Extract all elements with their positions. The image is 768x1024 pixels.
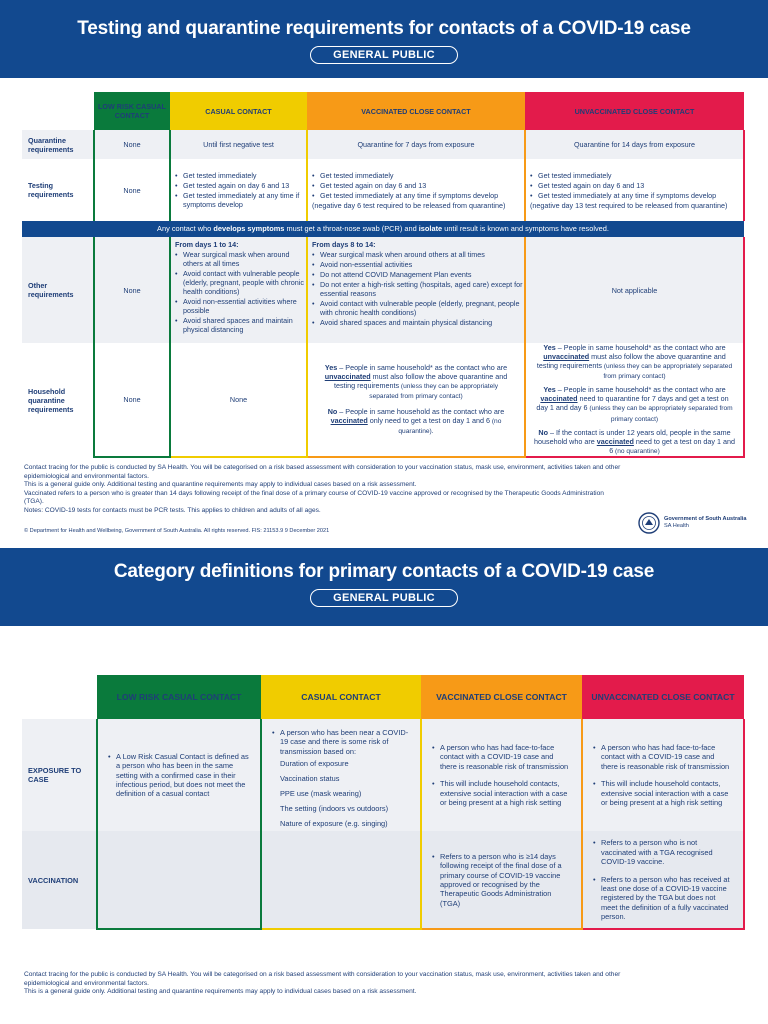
cell-vaccination-casual [261,831,421,929]
page-title-testing: Testing and quarantine requirements for contacts of a COVID-19 case [77,18,691,39]
header-low-risk: LOW RISK CASUAL CONTACT [97,675,261,719]
cell-household-unvacc [525,343,744,457]
text-underline: vaccinated [330,415,368,425]
household-unvacc-no [534,428,735,456]
header-vaccinated: VACCINATED CLOSE CONTACT [421,675,582,719]
text-note: (no quarantine). [398,417,502,435]
cell-household-low: None [94,343,170,457]
gov-name [664,516,746,529]
text: – People in same household as the contact who are [337,406,505,416]
text-note: (unless they can be appropriately separated from primary contact) [369,383,499,401]
cell-testing-low: None [94,159,170,221]
row-label-testing: Testing requirements [28,181,74,199]
list-item: • Avoid contact with vulnerable people (elderly, pregnant, people with chronic health conditions) [175,269,306,296]
row-label-exposure: EXPOSURE TO CASE [22,719,97,831]
footer-line: Contact tracing for the public is conducted by SA Health. You will be categorised on a risk based assessment with consideration to your vaccination status, mask use, environment, activities taken and other epidemiological and environmental factors. [24,971,621,987]
text: – People in same household* as the contact who are [555,385,726,395]
yes-label: Yes [543,385,556,395]
text: only need to get a test on day 1 and 6 [367,415,491,425]
cell-exposure-casual [261,719,421,831]
blank-header [22,92,94,130]
footer-line: Vaccinated refers to a person who is greater than 14 days following receipt of the final dose of a primary course of COVID-19 vaccine approved or recognised by the Therapeutic Goods Administration (TGA). [24,489,604,506]
gov-sub-text: SA Health [664,523,689,529]
copyright: © Department for Health and Wellbeing, Government of South Australia. All rights reserved. FIS: 21153.9 9 December 2021 [24,528,330,534]
list-item: • Do not enter a high-risk setting (hospitals, aged care) except for essential reasons [312,280,524,298]
text-underline: unvaccinated [324,372,371,382]
household-unvacc-yes2 [534,385,735,423]
list-item: • Get tested again on day 6 and 13 [175,181,306,190]
header-casual: CASUAL CONTACT [170,92,307,130]
factor-item: Vaccination status [280,774,340,784]
list-item: • Refers to a person who is ≥14 days following receipt of the final dose of a primary course of COVID-19 vaccine approved or recognised by the Therapeutic Goods Administration (TGA) [432,852,571,909]
text: – People in same household* as the contact who are [337,363,508,373]
footer-line: Contact tracing for the public is conducted by SA Health. You will be categorised on a risk based assessment with consideration to your vaccination status, mask use, environment, activities taken and other epidemiological and environmental factors. [24,464,621,480]
banner-definitions [0,548,768,626]
cell-exposure-vacc [421,719,582,831]
no-label: No [538,427,548,437]
cell-vaccination-unvacc [582,831,744,929]
household-vacc-no [320,407,512,436]
text: need to quarantine for 7 days and get a test on day 1 and day 6 [536,394,729,413]
list-item: • This will include household contacts, extensive social interaction with a case or being present at a high risk setting [432,779,571,807]
list-item: • Avoid contact with vulnerable people (elderly, pregnant, people with chronic health conditions) [312,299,524,317]
list-item: • A person who has had face-to-face contact with a COVID-19 case and there is reasonable risk of transmission [432,743,571,771]
footer-notes-1 [24,464,624,515]
footer-line: This is a general guide only. Additional testing and quarantine requirements may apply to individual cases based on a risk assessment. [24,481,417,489]
yes-label: Yes [324,363,338,373]
symptoms-notice [22,221,744,237]
factor-item: The setting (indoors vs outdoors) [280,803,389,813]
footer-line: This is a general guide only. Additional testing and quarantine requirements may apply to individual cases based on a risk assessment. [24,988,417,996]
list-item: • Get tested again on day 6 and 13 [530,181,743,190]
cell-exposure-unvacc [582,719,744,831]
factor-item: Duration of exposure [280,759,349,769]
list-item: • Avoid non-essential activities where possible [175,297,306,315]
audience-pill: GENERAL PUBLIC [310,46,458,64]
cell-other-unvacc: Not applicable [525,237,744,343]
list-item: • Get tested immediately [175,171,306,180]
notice-bold: develops symptoms [213,224,285,234]
cell-testing-casual [170,159,307,221]
cell-household-casual: None [170,343,307,457]
audience-pill: GENERAL PUBLIC [310,589,458,607]
text-note: (unless they can be appropriately separated from primary contact) [602,363,733,381]
factor-item: PPE use (mask wearing) [280,789,362,799]
header-casual: CASUAL CONTACT [261,675,421,719]
sa-crest-icon [638,512,660,534]
header-vaccinated: VACCINATED CLOSE CONTACT [307,92,525,130]
list-item: • Refers to a person who has received at least one dose of a COVID-19 vaccine registered by the TGA but does not meet the definition of a fully vaccinated person. [593,875,733,922]
blank-header [22,675,97,719]
cell-quarantine-low: None [94,130,170,159]
text-underline: vaccinated [596,436,634,446]
cell-quarantine-casual: Until first negative test [170,130,307,159]
exposure-factors [268,757,414,831]
text: need to get a test on day 1 and 6 [609,436,736,455]
list-item: • This will include household contacts, extensive social interaction with a case or being present at a high risk setting [593,779,733,807]
text-note: (unless they can be appropriately separated from primary contact) [587,405,733,423]
cell-vaccination-low [97,831,261,929]
list-item: • Avoid shared spaces and maintain physical distancing [175,316,306,334]
no-label: No [327,406,338,416]
cell-vaccination-vacc [421,831,582,929]
notice-text: must get a throat-nose swab (PCR) and [284,224,419,234]
requirements-table [22,92,745,458]
notice-text: Any contact who [157,224,214,234]
notice-text: until result is known and symptoms have resolved. [442,224,609,234]
cell-testing-vacc [307,159,525,221]
list-item: • Get tested immediately [312,171,524,180]
other-vacc-heading: From days 8 to 14: [312,240,376,249]
gov-name-text: Government of South Australia [664,516,747,523]
cell-other-vacc [307,237,525,343]
list-item: • A person who has had face-to-face contact with a COVID-19 case and there is reasonable risk of transmission [593,743,733,771]
text: – If the contact is under 12 years old, people in the same household who are [534,427,731,446]
cell-exposure-low [97,719,261,831]
household-vacc-yes [320,363,512,401]
list-item: • Do not attend COVID Management Plan events [312,270,524,279]
testing-vacc-note: (negative day 6 test required to be released from quarantine) [312,201,506,210]
list-item: • A person who has been near a COVID-19 case and there is some risk of transmission based on: [272,728,414,756]
header-unvaccinated: UNVACCINATED CLOSE CONTACT [525,92,744,130]
cell-quarantine-vacc: Quarantine for 7 days from exposure [307,130,525,159]
row-label-quarantine: Quarantine requirements [22,130,94,159]
list-item: • Get tested immediately at any time if symptoms develop [312,191,524,200]
list-item: • Get tested again on day 6 and 13 [312,181,524,190]
cell-household-vacc [307,343,525,457]
gov-logo [638,512,746,534]
text: must also follow the above quarantine and testing requirements [536,352,726,370]
list-item: • Get tested immediately at any time if symptoms develop [530,191,743,200]
list-item: • Wear surgical mask when around others at all times [312,250,524,259]
header-unvaccinated: UNVACCINATED CLOSE CONTACT [582,675,744,719]
footer-line: Notes: COVID-19 tests for contacts must be PCR tests. This applies to children and adults of all ages. [24,506,321,514]
list-item: • Get tested immediately at any time if symptoms develop [175,191,306,209]
notice-bold: isolate [418,224,443,234]
factor-item: Nature of exposure (e.g. singing) [280,818,388,828]
list-item: • Wear surgical mask when around others at all times [175,250,306,268]
footer-notes-2 [24,971,624,997]
yes-label: Yes [543,343,556,352]
cell-testing-unvacc [525,159,744,221]
banner-top [0,0,768,78]
testing-unvacc-note: (negative day 13 test required to be released from quarantine) [530,201,728,210]
list-item: • Refers to a person who is not vaccinated with a TGA recognised COVID-19 vaccine. [593,838,733,866]
list-item: • Get tested immediately [530,171,743,180]
list-item: • Avoid shared spaces and maintain physical distancing [312,318,524,327]
text: must also follow the above quarantine and testing requirements [333,372,508,391]
row-label-household: Household quarantine requirements [28,386,74,414]
cell-other-casual [170,237,307,343]
text-underline: vaccinated [540,394,578,404]
definitions-table [22,675,745,930]
header-low-risk: LOW RISK CASUAL CONTACT [94,92,170,130]
text: – People in same household* as the contact who are [555,343,726,352]
cell-other-low: None [94,237,170,343]
other-casual-heading: From days 1 to 14: [175,240,239,249]
list-item: • Avoid non-essential activities [312,260,524,269]
cell-quarantine-unvacc: Quarantine for 14 days from exposure [525,130,744,159]
household-unvacc-yes [534,343,735,381]
list-item: • A Low Risk Casual Contact is defined as a person who has been in the same setting with a confirmed case in their infectious period, but does not meet the definition of a casual contact [108,752,250,799]
text-note: (no quarantine) [613,447,660,455]
row-label-other: Other requirements [22,237,94,343]
text-underline: unvaccinated [543,352,590,361]
page-title-definitions: Category definitions for primary contacts of a COVID-19 case [113,561,655,582]
row-label-vaccination: VACCINATION [22,831,97,929]
